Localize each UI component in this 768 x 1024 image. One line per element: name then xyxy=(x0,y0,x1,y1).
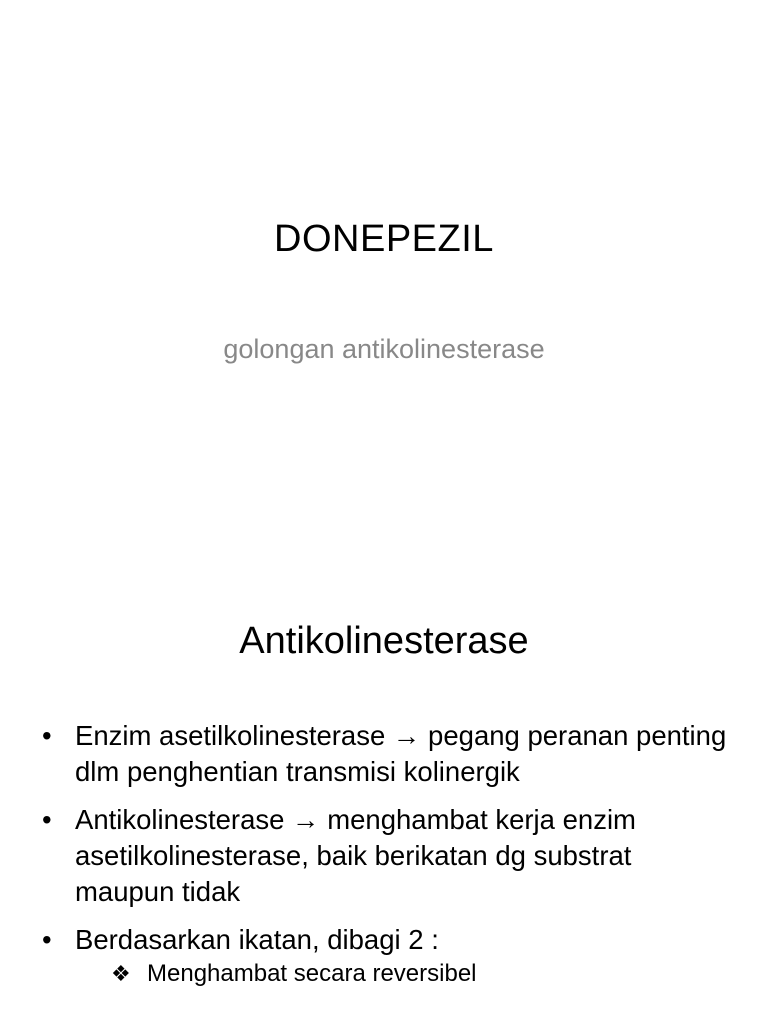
bullet-dot-icon: • xyxy=(42,924,52,955)
bullet-text: Antikolinesterase → menghambat kerja enzim asetilkolinesterase, baik berikatan dg substrat maupun tidak xyxy=(75,804,636,907)
bullet-dot-icon: • xyxy=(42,804,52,835)
slide-title-heading: DONEPEZIL xyxy=(274,218,494,260)
bullet-text: Enzim asetilkolinesterase → pegang peranan penting dlm penghentian transmisi kolinergik xyxy=(75,720,727,787)
diamond-bullet-icon: ❖ xyxy=(111,961,131,986)
bullet-dot-icon: • xyxy=(42,720,52,751)
sub-bullet-item xyxy=(75,958,728,990)
slide-content xyxy=(0,576,768,1024)
bullet-list xyxy=(42,718,728,1002)
bullet-text: Berdasarkan ikatan, dibagi 2 : xyxy=(75,924,439,955)
sub-bullet-text: Menghambat secara reversibel xyxy=(147,960,477,987)
bullet-item xyxy=(42,718,728,790)
bullet-item xyxy=(42,802,728,910)
slide-subtitle: golongan antikolinesterase xyxy=(223,334,545,364)
bullet-item xyxy=(42,922,728,990)
sub-bullet-list xyxy=(75,958,728,990)
content-slide-title: Antikolinesterase xyxy=(239,620,529,662)
